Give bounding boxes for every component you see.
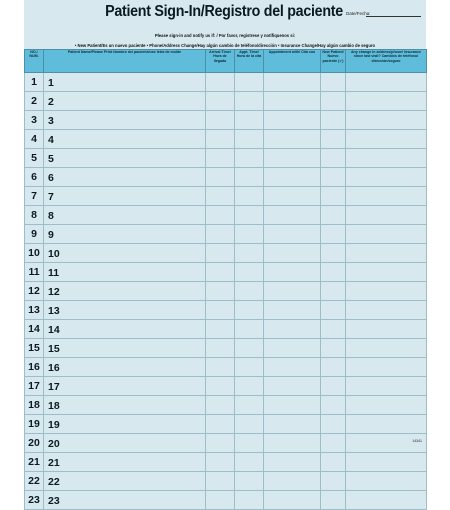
arrival-time-cell[interactable]	[206, 377, 235, 396]
arrival-time-cell[interactable]	[206, 339, 235, 358]
row-number: 3	[25, 111, 44, 130]
date-label: Date/Fecha:	[346, 11, 371, 16]
table-row	[25, 73, 427, 92]
page-title: Patient Sign-In/Registro del paciente	[105, 3, 343, 20]
column-header-appointment-with: Appointment with/ Cita con	[264, 50, 321, 73]
patient-name-line-number: 18	[48, 400, 60, 412]
column-header-new-patient: New Patient/ Nuevo paciente (✓)	[321, 50, 346, 73]
patient-name-line-number: 9	[48, 229, 54, 241]
column-header-arrival-time: Arrival Time/ Hora de llegada	[206, 50, 235, 73]
new-patient-cell[interactable]	[321, 225, 346, 244]
any-change-cell[interactable]	[346, 453, 427, 472]
appt-time-cell[interactable]	[235, 396, 264, 415]
table-header-row	[25, 50, 427, 73]
new-patient-cell[interactable]	[321, 320, 346, 339]
patient-name-line-number: 23	[48, 495, 60, 507]
appointment-with-cell[interactable]	[264, 339, 321, 358]
new-patient-cell[interactable]	[321, 130, 346, 149]
row-number: 14	[25, 320, 44, 339]
appointment-with-cell[interactable]	[264, 282, 321, 301]
arrival-time-cell[interactable]	[206, 415, 235, 434]
any-change-cell[interactable]	[346, 339, 427, 358]
row-number: 4	[25, 130, 44, 149]
appointment-with-cell[interactable]	[264, 263, 321, 282]
form-code: 14341	[412, 439, 422, 443]
arrival-time-cell[interactable]	[206, 491, 235, 510]
patient-name-cell[interactable]	[44, 168, 206, 187]
arrival-time-cell[interactable]	[206, 244, 235, 263]
patient-name-line-number: 20	[48, 438, 60, 450]
patient-name-line-number: 7	[48, 191, 54, 203]
notice-line-1: Please sign-in and notify us if: / Por favor, registrese y notifiquenos si:	[154, 33, 296, 38]
appointment-with-cell[interactable]	[264, 111, 321, 130]
patient-name-cell[interactable]	[44, 339, 206, 358]
appt-time-cell[interactable]	[235, 453, 264, 472]
row-number: 17	[25, 377, 44, 396]
appt-time-cell[interactable]	[235, 358, 264, 377]
patient-name-line-number: 13	[48, 305, 60, 317]
arrival-time-cell[interactable]	[206, 92, 235, 111]
table-row	[25, 396, 427, 415]
table-row	[25, 206, 427, 225]
row-number: 20	[25, 434, 44, 453]
new-patient-cell[interactable]	[321, 263, 346, 282]
any-change-cell[interactable]	[346, 130, 427, 149]
row-number: 2	[25, 92, 44, 111]
row-number: 5	[25, 149, 44, 168]
date-field[interactable]	[366, 16, 421, 17]
appointment-with-cell[interactable]	[264, 149, 321, 168]
patient-name-line-number: 4	[48, 134, 54, 146]
table-row	[25, 149, 427, 168]
patient-name-cell[interactable]	[44, 206, 206, 225]
appointment-with-cell[interactable]	[264, 187, 321, 206]
row-number: 22	[25, 472, 44, 491]
appointment-with-cell[interactable]	[264, 396, 321, 415]
new-patient-cell[interactable]	[321, 339, 346, 358]
arrival-time-cell[interactable]	[206, 206, 235, 225]
arrival-time-cell[interactable]	[206, 472, 235, 491]
patient-name-line-number: 12	[48, 286, 60, 298]
table-row	[25, 377, 427, 396]
any-change-cell[interactable]	[346, 320, 427, 339]
patient-name-cell[interactable]	[44, 149, 206, 168]
appointment-with-cell[interactable]	[264, 225, 321, 244]
appointment-with-cell[interactable]	[264, 415, 321, 434]
appt-time-cell[interactable]	[235, 92, 264, 111]
new-patient-cell[interactable]	[321, 415, 346, 434]
patient-name-line-number: 16	[48, 362, 60, 374]
appt-time-cell[interactable]	[235, 339, 264, 358]
column-header-appt-time: Appt. Time/ Hora de la cita	[235, 50, 264, 73]
patient-name-line-number: 21	[48, 457, 60, 469]
arrival-time-cell[interactable]	[206, 130, 235, 149]
table-row	[25, 453, 427, 472]
row-number: 19	[25, 415, 44, 434]
any-change-cell[interactable]	[346, 244, 427, 263]
new-patient-cell[interactable]	[321, 396, 346, 415]
patient-name-line-number: 22	[48, 476, 60, 488]
new-patient-cell[interactable]	[321, 377, 346, 396]
patient-name-cell[interactable]	[44, 111, 206, 130]
notice-line-2: • New Patient/Es un nuevo paciente • Phone/Address Change/Hay algún cambio de teléfono/dirección • Insurance Change/Hay algún cambio de seguro	[74, 43, 376, 48]
appt-time-cell[interactable]	[235, 206, 264, 225]
appt-time-cell[interactable]	[235, 73, 264, 92]
appt-time-cell[interactable]	[235, 244, 264, 263]
column-header-patient-name: Patient Name/Please Print Nombre del paciente/use letra de molde	[44, 50, 206, 73]
arrival-time-cell[interactable]	[206, 225, 235, 244]
new-patient-cell[interactable]	[321, 358, 346, 377]
table-row	[25, 111, 427, 130]
any-change-cell[interactable]	[346, 73, 427, 92]
row-number: 7	[25, 187, 44, 206]
new-patient-cell[interactable]	[321, 301, 346, 320]
patient-name-cell[interactable]	[44, 73, 206, 92]
appointment-with-cell[interactable]	[264, 130, 321, 149]
any-change-cell[interactable]	[346, 92, 427, 111]
table-row	[25, 244, 427, 263]
row-number: 23	[25, 491, 44, 510]
arrival-time-cell[interactable]	[206, 301, 235, 320]
appt-time-cell[interactable]	[235, 263, 264, 282]
any-change-cell[interactable]	[346, 301, 427, 320]
arrival-time-cell[interactable]	[206, 358, 235, 377]
appointment-with-cell[interactable]	[264, 244, 321, 263]
appt-time-cell[interactable]	[235, 130, 264, 149]
new-patient-cell[interactable]	[321, 149, 346, 168]
appt-time-cell[interactable]	[235, 225, 264, 244]
table-row	[25, 472, 427, 491]
any-change-cell[interactable]	[346, 472, 427, 491]
arrival-time-cell[interactable]	[206, 187, 235, 206]
row-number: 8	[25, 206, 44, 225]
arrival-time-cell[interactable]	[206, 453, 235, 472]
patient-name-cell[interactable]	[44, 453, 206, 472]
row-number: 15	[25, 339, 44, 358]
any-change-cell[interactable]	[346, 415, 427, 434]
patient-name-line-number: 10	[48, 248, 60, 260]
row-number: 1	[25, 73, 44, 92]
patient-name-cell[interactable]	[44, 377, 206, 396]
any-change-cell[interactable]	[346, 187, 427, 206]
any-change-cell[interactable]	[346, 358, 427, 377]
patient-name-line-number: 1	[48, 77, 54, 89]
any-change-cell[interactable]	[346, 168, 427, 187]
appointment-with-cell[interactable]	[264, 92, 321, 111]
appt-time-cell[interactable]	[235, 415, 264, 434]
table-row	[25, 301, 427, 320]
patient-name-line-number: 15	[48, 343, 60, 355]
new-patient-cell[interactable]	[321, 491, 346, 510]
row-number: 16	[25, 358, 44, 377]
row-number: 12	[25, 282, 44, 301]
arrival-time-cell[interactable]	[206, 149, 235, 168]
table-row	[25, 225, 427, 244]
any-change-cell[interactable]	[346, 282, 427, 301]
table-row	[25, 187, 427, 206]
appt-time-cell[interactable]	[235, 111, 264, 130]
new-patient-cell[interactable]	[321, 111, 346, 130]
patient-name-cell[interactable]	[44, 244, 206, 263]
new-patient-cell[interactable]	[321, 206, 346, 225]
arrival-time-cell[interactable]	[206, 282, 235, 301]
patient-name-line-number: 5	[48, 153, 54, 165]
patient-name-cell[interactable]	[44, 130, 206, 149]
patient-name-line-number: 3	[48, 115, 54, 127]
table-row	[25, 263, 427, 282]
appointment-with-cell[interactable]	[264, 73, 321, 92]
appointment-with-cell[interactable]	[264, 206, 321, 225]
new-patient-cell[interactable]	[321, 187, 346, 206]
patient-name-cell[interactable]	[44, 225, 206, 244]
appt-time-cell[interactable]	[235, 168, 264, 187]
table-row	[25, 130, 427, 149]
patient-name-line-number: 2	[48, 96, 54, 108]
patient-name-line-number: 17	[48, 381, 60, 393]
appointment-with-cell[interactable]	[264, 320, 321, 339]
new-patient-cell[interactable]	[321, 453, 346, 472]
any-change-cell[interactable]	[346, 111, 427, 130]
appt-time-cell[interactable]	[235, 301, 264, 320]
appointment-with-cell[interactable]	[264, 168, 321, 187]
any-change-cell[interactable]	[346, 377, 427, 396]
column-header-any-change: Any change in address/phone/ insurance since last visit? Cambios de teléfono/ dirección/seguro	[346, 50, 427, 73]
new-patient-cell[interactable]	[321, 73, 346, 92]
patient-name-cell[interactable]	[44, 320, 206, 339]
appt-time-cell[interactable]	[235, 377, 264, 396]
arrival-time-cell[interactable]	[206, 263, 235, 282]
patient-name-cell[interactable]	[44, 187, 206, 206]
patient-name-cell[interactable]	[44, 396, 206, 415]
appointment-with-cell[interactable]	[264, 453, 321, 472]
patient-name-cell[interactable]	[44, 282, 206, 301]
patient-name-line-number: 14	[48, 324, 60, 336]
column-header-number: NO./ NUM.	[25, 50, 44, 73]
patient-name-line-number: 11	[48, 267, 60, 279]
any-change-cell[interactable]	[346, 149, 427, 168]
row-number: 11	[25, 263, 44, 282]
row-number: 6	[25, 168, 44, 187]
appt-time-cell[interactable]	[235, 187, 264, 206]
appt-time-cell[interactable]	[235, 282, 264, 301]
any-change-cell[interactable]	[346, 396, 427, 415]
table-row	[25, 320, 427, 339]
any-change-cell[interactable]	[346, 225, 427, 244]
patient-name-cell[interactable]	[44, 92, 206, 111]
patient-name-cell[interactable]	[44, 491, 206, 510]
patient-name-line-number: 6	[48, 172, 54, 184]
patient-name-cell[interactable]	[44, 301, 206, 320]
arrival-time-cell[interactable]	[206, 111, 235, 130]
any-change-cell[interactable]	[346, 263, 427, 282]
arrival-time-cell[interactable]	[206, 396, 235, 415]
row-number: 18	[25, 396, 44, 415]
table-row	[25, 92, 427, 111]
table-row	[25, 358, 427, 377]
row-number: 10	[25, 244, 44, 263]
patient-name-cell[interactable]	[44, 415, 206, 434]
table-row	[25, 415, 427, 434]
patient-name-cell[interactable]	[44, 358, 206, 377]
patient-name-line-number: 8	[48, 210, 54, 222]
sign-in-table	[24, 49, 427, 510]
appointment-with-cell[interactable]	[264, 472, 321, 491]
table-row	[25, 491, 427, 510]
sign-in-sheet	[24, 0, 426, 507]
new-patient-cell[interactable]	[321, 282, 346, 301]
row-number: 13	[25, 301, 44, 320]
appointment-with-cell[interactable]	[264, 301, 321, 320]
patient-name-cell[interactable]	[44, 472, 206, 491]
table-row	[25, 339, 427, 358]
any-change-cell[interactable]	[346, 206, 427, 225]
appt-time-cell[interactable]	[235, 472, 264, 491]
any-change-cell[interactable]	[346, 491, 427, 510]
new-patient-cell[interactable]	[321, 92, 346, 111]
appointment-with-cell[interactable]	[264, 377, 321, 396]
arrival-time-cell[interactable]	[206, 320, 235, 339]
appt-time-cell[interactable]	[235, 149, 264, 168]
appointment-with-cell[interactable]	[264, 358, 321, 377]
row-number: 21	[25, 453, 44, 472]
patient-name-line-number: 19	[48, 419, 60, 431]
new-patient-cell[interactable]	[321, 244, 346, 263]
arrival-time-cell[interactable]	[206, 168, 235, 187]
table-row	[25, 282, 427, 301]
arrival-time-cell[interactable]	[206, 73, 235, 92]
new-patient-cell[interactable]	[321, 168, 346, 187]
appt-time-cell[interactable]	[235, 491, 264, 510]
new-patient-cell[interactable]	[321, 472, 346, 491]
row-number: 9	[25, 225, 44, 244]
table-body	[25, 73, 427, 510]
appt-time-cell[interactable]	[235, 320, 264, 339]
appointment-with-cell[interactable]	[264, 491, 321, 510]
table-row	[25, 168, 427, 187]
patient-name-cell[interactable]	[44, 263, 206, 282]
